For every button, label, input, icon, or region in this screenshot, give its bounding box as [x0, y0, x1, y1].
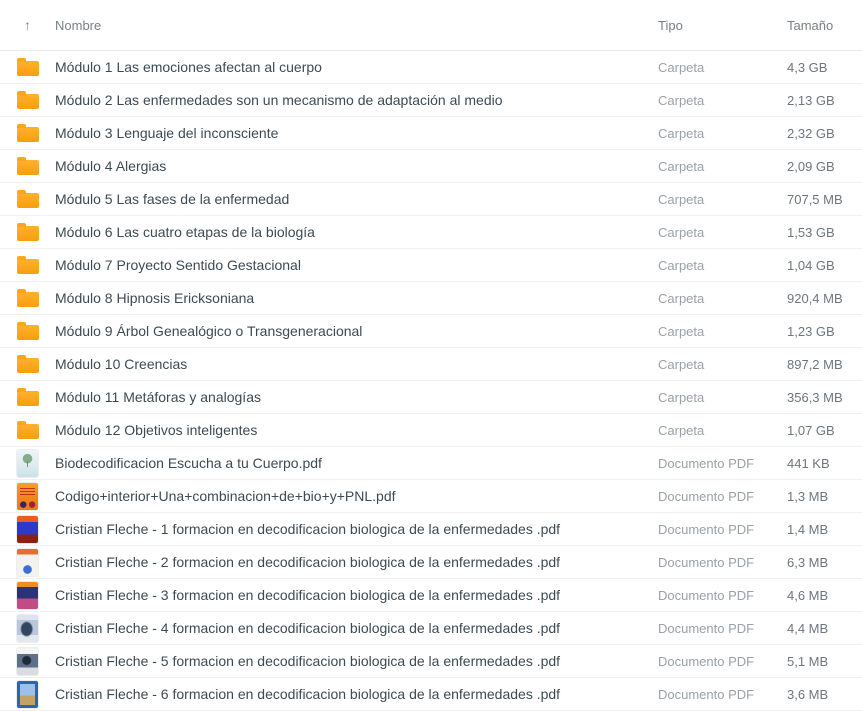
file-size: 356,3 MB [787, 389, 843, 405]
table-row[interactable] [0, 381, 862, 414]
arrow-up-icon[interactable]: ↑ [24, 17, 31, 33]
file-name[interactable]: Módulo 12 Objetivos inteligentes [55, 422, 258, 438]
pdf-thumbnail-cover3-icon [17, 582, 38, 609]
file-type: Carpeta [658, 257, 705, 273]
file-name[interactable]: Módulo 4 Alergias [55, 158, 167, 174]
pdf-thumbnail-tree-icon [17, 450, 38, 477]
table-row[interactable] [0, 678, 862, 711]
pdf-thumbnail-orange-cover-icon [17, 483, 38, 510]
file-type: Carpeta [658, 59, 705, 75]
file-name[interactable]: Módulo 9 Árbol Genealógico o Transgeneracional [55, 323, 363, 339]
file-size: 1,04 GB [787, 257, 835, 273]
file-name[interactable]: Módulo 1 Las emociones afectan al cuerpo [55, 59, 322, 75]
pdf-thumbnail-cover1-icon [17, 516, 38, 543]
file-size: 707,5 MB [787, 191, 843, 207]
file-size: 2,09 GB [787, 158, 835, 174]
file-type: Carpeta [658, 389, 705, 405]
sort-direction-cell[interactable] [0, 18, 55, 32]
file-size: 920,4 MB [787, 290, 843, 306]
list-header [0, 0, 862, 51]
folder-icon [17, 325, 39, 340]
table-row[interactable] [0, 546, 862, 579]
folder-icon [17, 424, 39, 439]
folder-icon [17, 127, 39, 142]
file-name[interactable]: Cristian Fleche - 1 formacion en decodificacion biologica de la enfermedades .pdf [55, 521, 561, 537]
pdf-thumbnail-cover5-icon [17, 648, 38, 675]
file-type: Documento PDF [658, 686, 755, 702]
table-row[interactable] [0, 51, 862, 84]
file-size: 1,4 MB [787, 521, 829, 537]
file-name[interactable]: Módulo 6 Las cuatro etapas de la biología [55, 224, 315, 240]
file-type: Documento PDF [658, 554, 755, 570]
pdf-thumbnail-cover4-icon [17, 615, 38, 642]
file-size: 2,32 GB [787, 125, 835, 141]
folder-icon [17, 226, 39, 241]
folder-icon [17, 292, 39, 307]
table-row[interactable] [0, 348, 862, 381]
file-size: 5,1 MB [787, 653, 829, 669]
file-name[interactable]: Módulo 8 Hipnosis Ericksoniana [55, 290, 255, 306]
file-size: 897,2 MB [787, 356, 843, 372]
folder-icon [17, 94, 39, 109]
file-size: 4,3 GB [787, 59, 828, 75]
file-type: Documento PDF [658, 587, 755, 603]
file-name[interactable]: Cristian Fleche - 3 formacion en decodificacion biologica de la enfermedades .pdf [55, 587, 561, 603]
table-row[interactable] [0, 249, 862, 282]
file-name[interactable]: Módulo 7 Proyecto Sentido Gestacional [55, 257, 301, 273]
column-header-size[interactable]: Tamaño [787, 17, 834, 33]
table-row[interactable] [0, 84, 862, 117]
file-type: Carpeta [658, 356, 705, 372]
table-row[interactable] [0, 579, 862, 612]
table-row[interactable] [0, 645, 862, 678]
file-type: Carpeta [658, 191, 705, 207]
file-size: 1,53 GB [787, 224, 835, 240]
file-name[interactable]: Módulo 5 Las fases de la enfermedad [55, 191, 290, 207]
file-size: 6,3 MB [787, 554, 829, 570]
folder-icon [17, 391, 39, 406]
folder-icon [17, 358, 39, 373]
column-header-type[interactable]: Tipo [658, 17, 683, 33]
table-row[interactable] [0, 612, 862, 645]
file-type: Carpeta [658, 290, 705, 306]
table-row[interactable] [0, 315, 862, 348]
file-type: Carpeta [658, 125, 705, 141]
folder-icon [17, 193, 39, 208]
table-row[interactable] [0, 150, 862, 183]
file-name[interactable]: Cristian Fleche - 6 formacion en decodificacion biologica de la enfermedades .pdf [55, 686, 561, 702]
file-type: Documento PDF [658, 488, 755, 504]
table-row[interactable] [0, 513, 862, 546]
file-size: 1,3 MB [787, 488, 829, 504]
table-row[interactable] [0, 447, 862, 480]
file-name[interactable]: Biodecodificacion Escucha a tu Cuerpo.pdf [55, 455, 322, 471]
file-name[interactable]: Cristian Fleche - 4 formacion en decodificacion biologica de la enfermedades .pdf [55, 620, 561, 636]
folder-icon [17, 160, 39, 175]
file-name[interactable]: Módulo 2 Las enfermedades son un mecanismo de adaptación al medio [55, 92, 503, 108]
file-name[interactable]: Codigo+interior+Una+combinacion+de+bio+y+PNL.pdf [55, 488, 396, 504]
file-type: Documento PDF [658, 620, 755, 636]
file-type: Carpeta [658, 323, 705, 339]
file-size: 1,07 GB [787, 422, 835, 438]
pdf-thumbnail-cover2-icon [17, 549, 38, 576]
table-row[interactable] [0, 414, 862, 447]
file-name[interactable]: Módulo 3 Lenguaje del inconsciente [55, 125, 279, 141]
file-type: Documento PDF [658, 521, 755, 537]
table-row[interactable] [0, 480, 862, 513]
file-name[interactable]: Módulo 11 Metáforas y analogías [55, 389, 261, 405]
file-size: 1,23 GB [787, 323, 835, 339]
file-type: Carpeta [658, 224, 705, 240]
file-size: 2,13 GB [787, 92, 835, 108]
file-type: Documento PDF [658, 653, 755, 669]
file-size: 441 KB [787, 455, 830, 471]
file-size: 4,6 MB [787, 587, 829, 603]
table-row[interactable] [0, 183, 862, 216]
table-row[interactable] [0, 216, 862, 249]
file-name[interactable]: Cristian Fleche - 2 formacion en decodificacion biologica de la enfermedades .pdf [55, 554, 561, 570]
file-type: Documento PDF [658, 455, 755, 471]
file-size: 3,6 MB [787, 686, 829, 702]
table-row[interactable] [0, 282, 862, 315]
folder-icon [17, 61, 39, 76]
file-type: Carpeta [658, 92, 705, 108]
file-type: Carpeta [658, 422, 705, 438]
file-type: Carpeta [658, 158, 705, 174]
file-name[interactable]: Módulo 10 Creencias [55, 356, 188, 372]
pdf-thumbnail-cover6-icon [17, 681, 38, 708]
column-header-name[interactable]: Nombre [55, 17, 102, 33]
file-name[interactable]: Cristian Fleche - 5 formacion en decodificacion biologica de la enfermedades .pdf [55, 653, 561, 669]
folder-icon [17, 259, 39, 274]
file-size: 4,4 MB [787, 620, 829, 636]
table-row[interactable] [0, 117, 862, 150]
